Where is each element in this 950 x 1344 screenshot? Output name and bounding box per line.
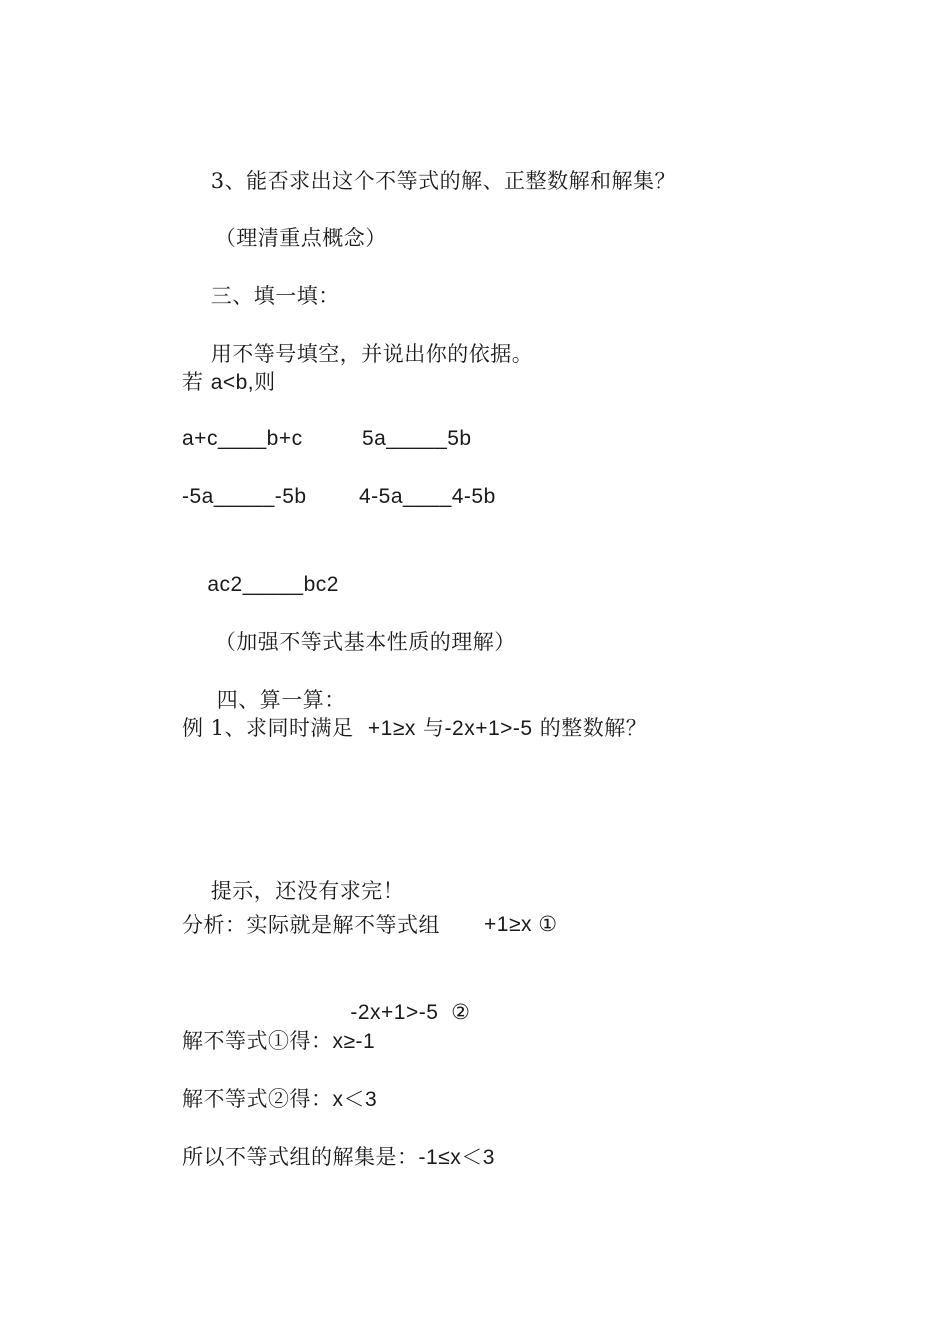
solve-inequality-1 [182,1026,375,1057]
solve-2-prefix: 解不等式②得： [182,1087,333,1111]
question-3-text: 3、能否求出这个不等式的解、正整数解和解集？ [210,169,677,193]
condition-suffix: 则 [254,370,276,394]
hint-text: 提示，还没有求完！ [210,879,405,903]
solution-set-result: -1≤x＜3 [418,1146,495,1169]
example-1-prefix: 例 1、求同时满足 [182,716,368,740]
fill-row-2 [182,482,496,512]
section-3-title-text: 三、填一填： [210,284,340,308]
analysis-prefix: 分析：实际就是解不等式组 [182,913,440,937]
example-1-expression-1: +1≥x [367,717,416,740]
fill-instruction-text: 用不等号填空，并说出你的依据。 [210,342,534,366]
fill-item-a-plus-c: a+c____b+c [182,427,303,450]
fill-item-ac2: ac2_____bc2 [207,573,339,596]
note-inequality-properties-text: （加强不等式基本性质的理解） [214,630,516,654]
solve-inequality-2 [182,1084,377,1115]
solve-1-result: x≥-1 [332,1030,376,1053]
section-4-title-text: 四、算一算： [216,688,346,712]
condition-prefix: 若 [182,370,211,394]
solution-set-prefix: 所以不等式组的解集是： [182,1145,419,1169]
fill-row-1 [182,424,472,454]
example-1-expression-2: -2x+1>-5 [444,717,533,740]
condition-expression: a<b, [210,371,255,394]
analysis-inequality-1: +1≥x ① [484,913,558,936]
fill-item-5a: 5a_____5b [362,427,472,450]
example-1 [182,713,647,744]
fill-item-4-minus-5a: 4-5a____4-5b [359,485,496,508]
note-key-concepts-text: （理清重点概念） [214,226,387,250]
solution-set-line [182,1142,495,1173]
example-1-suffix: 的整数解？ [532,716,648,740]
analysis-line [182,910,558,940]
condition-line [182,367,276,398]
fill-item-neg-5a: -5a_____-5b [182,485,307,508]
example-1-connector: 与 [415,716,445,740]
solve-2-result: x＜3 [332,1088,378,1111]
analysis-inequality-2: -2x+1>-5 ② [350,1001,471,1024]
solve-1-prefix: 解不等式①得： [182,1029,333,1053]
